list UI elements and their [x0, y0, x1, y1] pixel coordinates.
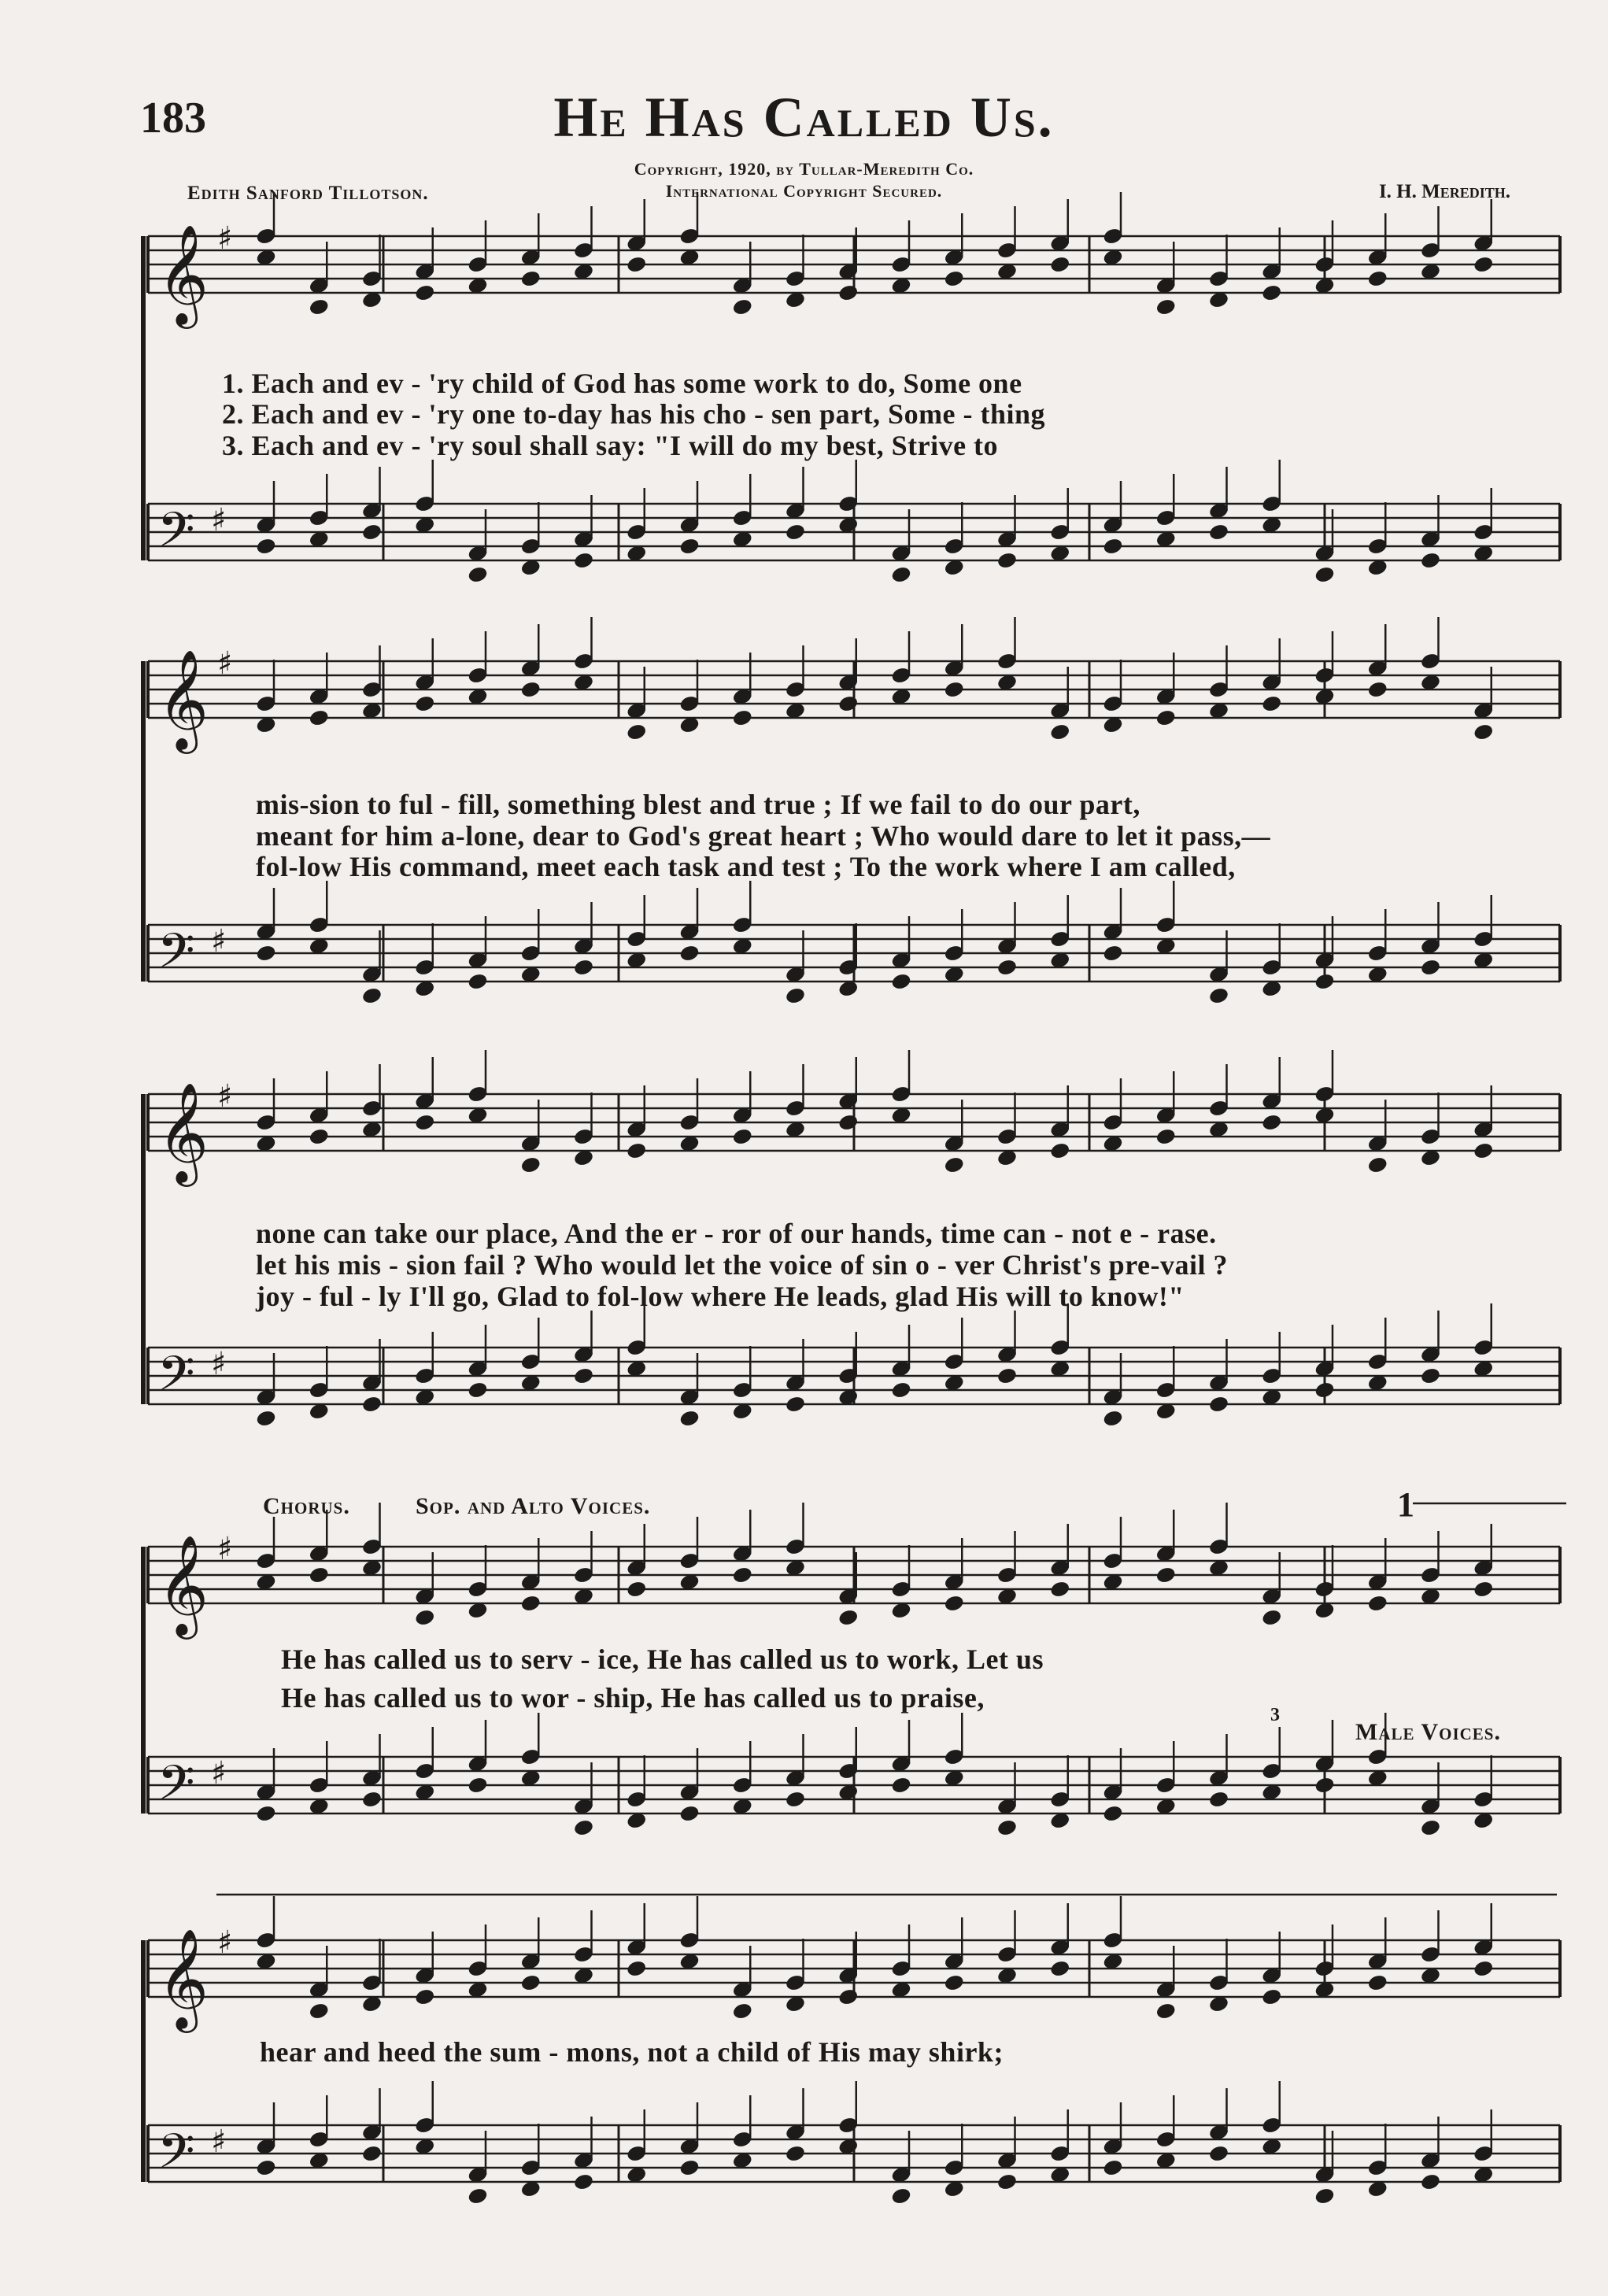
svg-text:♯: ♯: [217, 1531, 233, 1567]
verse-2-line-3: let his mis - sion fail ? Who would let the voice of sin o - ver Christ's pre-vail ?: [256, 1249, 1228, 1281]
verse-3-line-3: joy - ful - ly I'll go, Glad to fol-low where He leads, glad His will to know!": [256, 1281, 1185, 1312]
voices-label: Sop. and Alto Voices.: [416, 1493, 651, 1519]
verse-3-line-1: 3. Each and ev - 'ry soul shall say: "I will do my best, Strive to: [222, 430, 999, 461]
svg-text:𝄞: 𝄞: [157, 1534, 209, 1635]
male-voices-label: Male Voices.: [1355, 1719, 1501, 1745]
verse-2-line-2: meant for him a-lone, dear to God's great heart ; Who would dare to let it pass,—: [256, 820, 1271, 852]
svg-text:♯: ♯: [211, 923, 227, 959]
verse-3-line-2: fol-low His command, meet each task and test ; To the work where I am called,: [256, 851, 1236, 882]
svg-text:𝄞: 𝄞: [157, 224, 209, 324]
author-credit: Edith Sanford Tillotson.: [187, 183, 429, 204]
svg-text:𝄞: 𝄞: [157, 1081, 209, 1182]
composer-credit: I. H. Meredith.: [1378, 181, 1510, 202]
verse-1-line-3: none can take our place, And the er - ror of our hands, time can - not e - rase.: [256, 1218, 1217, 1249]
verse-2-line-1: 2. Each and ev - 'ry one to-day has his cho - sen part, Some - thing: [222, 398, 1046, 430]
chorus-line-2: He has called us to wor - ship, He has called us to praise,: [281, 1682, 985, 1714]
copyright-line: Copyright, 1920, by Tullar-Meredith Co.: [634, 159, 974, 179]
svg-text:𝄞: 𝄞: [157, 1928, 209, 2028]
svg-text:♯: ♯: [217, 220, 233, 257]
svg-text:𝄢: 𝄢: [157, 1755, 195, 1823]
svg-text:♯: ♯: [217, 645, 233, 682]
chorus-line-3: hear and heed the sum - mons, not a child of His may shirk;: [260, 2036, 1004, 2068]
svg-text:𝄢: 𝄢: [157, 502, 195, 570]
svg-text:𝄢: 𝄢: [157, 1346, 195, 1414]
svg-text:♯: ♯: [211, 502, 227, 538]
copyright-notice: International Copyright Secured.: [665, 181, 943, 201]
svg-text:𝄢: 𝄢: [157, 2124, 195, 2191]
svg-text:♯: ♯: [211, 1346, 227, 1382]
svg-text:𝄞: 𝄞: [157, 649, 209, 749]
svg-text:♯: ♯: [211, 2124, 227, 2160]
chorus-label: Chorus.: [263, 1493, 350, 1519]
first-ending-mark: 1: [1397, 1485, 1415, 1524]
hymn-title: He Has Called Us.: [553, 86, 1055, 149]
svg-text:♯: ♯: [211, 1755, 227, 1791]
svg-text:♯: ♯: [217, 1924, 233, 1961]
svg-text:♯: ♯: [217, 1078, 233, 1115]
verse-1-line-1: 1. Each and ev - 'ry child of God has some work to do, Some one: [222, 368, 1022, 399]
verse-1-line-2: mis-sion to ful - fill, something blest and true ; If we fail to do our part,: [256, 789, 1140, 820]
hymn-number: 183: [140, 94, 206, 142]
chorus-line-1: He has called us to serv - ice, He has called us to work, Let us: [281, 1643, 1044, 1675]
triplet-mark: 3: [1270, 1705, 1281, 1725]
svg-text:𝄢: 𝄢: [157, 923, 195, 991]
